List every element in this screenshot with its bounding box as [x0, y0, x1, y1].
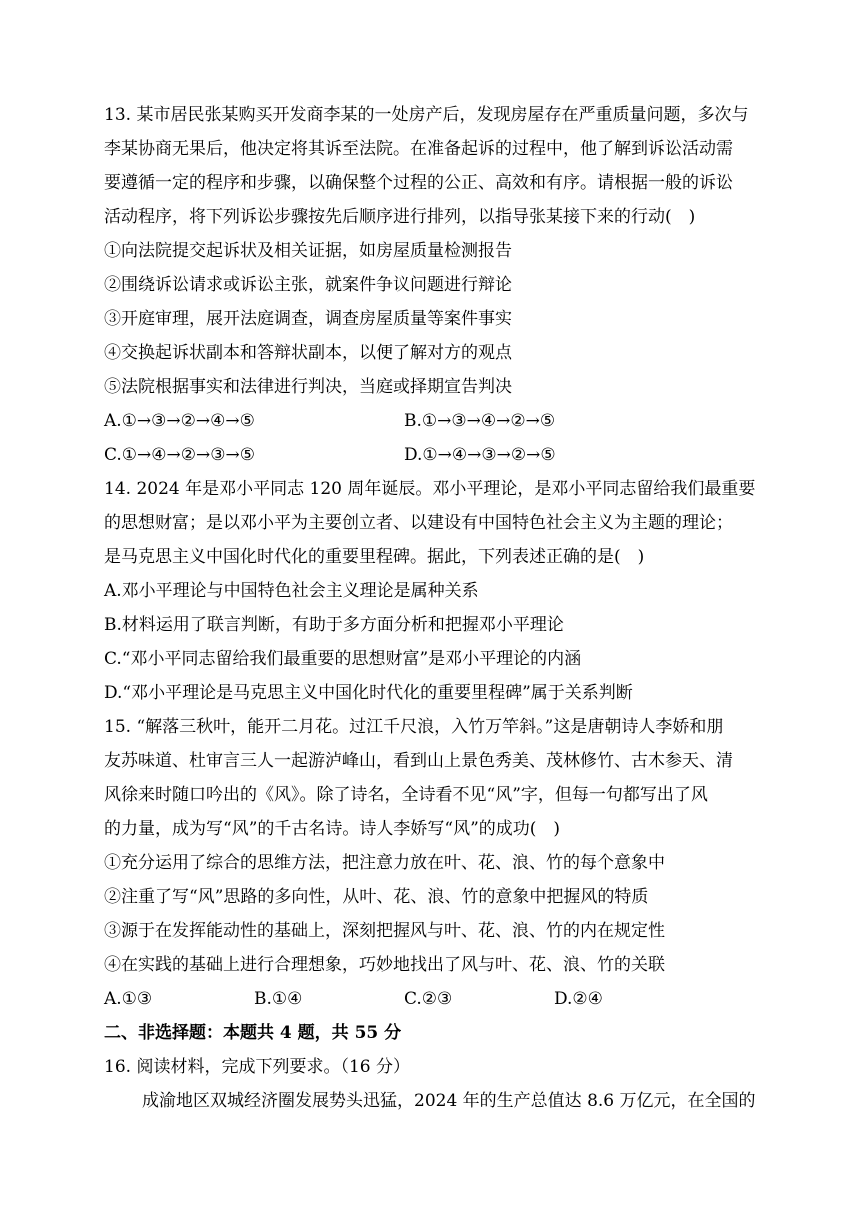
q13-item-4: ④交换起诉状副本和答辩状副本，以便了解对方的观点: [104, 343, 512, 363]
q15-line-2: 友苏味道、杜审言三人一起游泸峰山，看到山上景色秀美、茂林修竹、古木参天、清: [104, 751, 733, 771]
q13-item-2: ②围绕诉讼请求或诉讼主张，就案件争议问题进行辩论: [104, 275, 512, 295]
q13-item-1: ①向法院提交起诉状及相关证据，如房屋质量检测报告: [104, 241, 512, 261]
q13-line-3: 要遵循一定的程序和步骤，以确保整个过程的公正、高效和有序。请根据一般的诉讼: [104, 173, 733, 193]
q13-item-3: ③开庭审理，展开法庭调查，调查房屋质量等案件事实: [104, 309, 512, 329]
q13-line-1: 13. 某市居民张某购买开发商李某的一处房产后，发现房屋存在严重质量问题，多次与: [104, 105, 749, 125]
q15-item-4: ④在实践的基础上进行合理想象，巧妙地找出了风与叶、花、浪、竹的关联: [104, 955, 665, 975]
q14-line-3: 是马克思主义中国化时代化的重要里程碑。据此，下列表述正确的是( ): [104, 547, 645, 567]
q13-item-5: ⑤法院根据事实和法律进行判决，当庭或择期宣告判决: [104, 377, 512, 397]
q16-material: 成渝地区双城经济圈发展势头迅猛，2024 年的生产总值达 8.6 万亿元，在全国的: [142, 1091, 756, 1111]
q13-line-4: 活动程序，将下列诉讼步骤按先后顺序进行排列，以指导张某接下来的行动( ): [104, 207, 696, 227]
q14-line-2: 的思想财富；是以邓小平为主要创立者、以建设有中国特色社会主义为主题的理论；: [104, 513, 733, 533]
q14-option-c[interactable]: C.“邓小平同志留给我们最重要的思想财富”是邓小平理论的内涵: [104, 649, 582, 669]
q13-option-c[interactable]: C.①→④→②→③→⑤: [104, 445, 255, 465]
q14-option-b[interactable]: B.材料运用了联言判断，有助于多方面分析和把握邓小平理论: [104, 615, 564, 635]
q15-option-c[interactable]: C.②③: [404, 989, 453, 1009]
q15-item-1: ①充分运用了综合的思维方法，把注意力放在叶、花、浪、竹的每个意象中: [104, 853, 665, 873]
q15-item-3: ③源于在发挥能动性的基础上，深刻把握风与叶、花、浪、竹的内在规定性: [104, 921, 665, 941]
q13-option-d[interactable]: D.①→④→③→②→⑤: [404, 445, 556, 465]
q15-line-4: 的力量，成为写“风”的千古名诗。诗人李娇写“风”的成功( ): [104, 819, 561, 839]
q15-line-3: 风徐来时随口吟出的《风》。除了诗名，全诗看不见“风”字，但每一句都写出了风: [104, 785, 708, 805]
q13-option-b[interactable]: B.①→③→④→②→⑤: [404, 411, 556, 431]
q15-option-b[interactable]: B.①④: [254, 989, 303, 1009]
q15-option-d[interactable]: D.②④: [554, 989, 603, 1009]
q16-stem: 16. 阅读材料，完成下列要求。（16 分）: [104, 1057, 410, 1077]
q14-option-a[interactable]: A.邓小平理论与中国特色社会主义理论是属种关系: [104, 581, 479, 601]
q15-option-a[interactable]: A.①③: [104, 989, 153, 1009]
q13-line-2: 李某协商无果后，他决定将其诉至法院。在准备起诉的过程中，他了解到诉讼活动需: [104, 139, 733, 159]
q13-option-a[interactable]: A.①→③→②→④→⑤: [104, 411, 255, 431]
q14-line-1: 14. 2024 年是邓小平同志 120 周年诞辰。邓小平理论，是邓小平同志留给我们最重要: [104, 479, 756, 499]
q15-line-1: 15. “解落三秋叶，能开二月花。过江千尺浪，入竹万竿斜。”这是唐朝诗人李娇和朋: [104, 717, 724, 737]
section-heading: 二、非选择题：本题共 4 题，共 55 分: [104, 1023, 402, 1043]
q14-option-d[interactable]: D.“邓小平理论是马克思主义中国化时代化的重要里程碑”属于关系判断: [104, 683, 633, 703]
q15-item-2: ②注重了写“风”思路的多向性，从叶、花、浪、竹的意象中把握风的特质: [104, 887, 649, 907]
